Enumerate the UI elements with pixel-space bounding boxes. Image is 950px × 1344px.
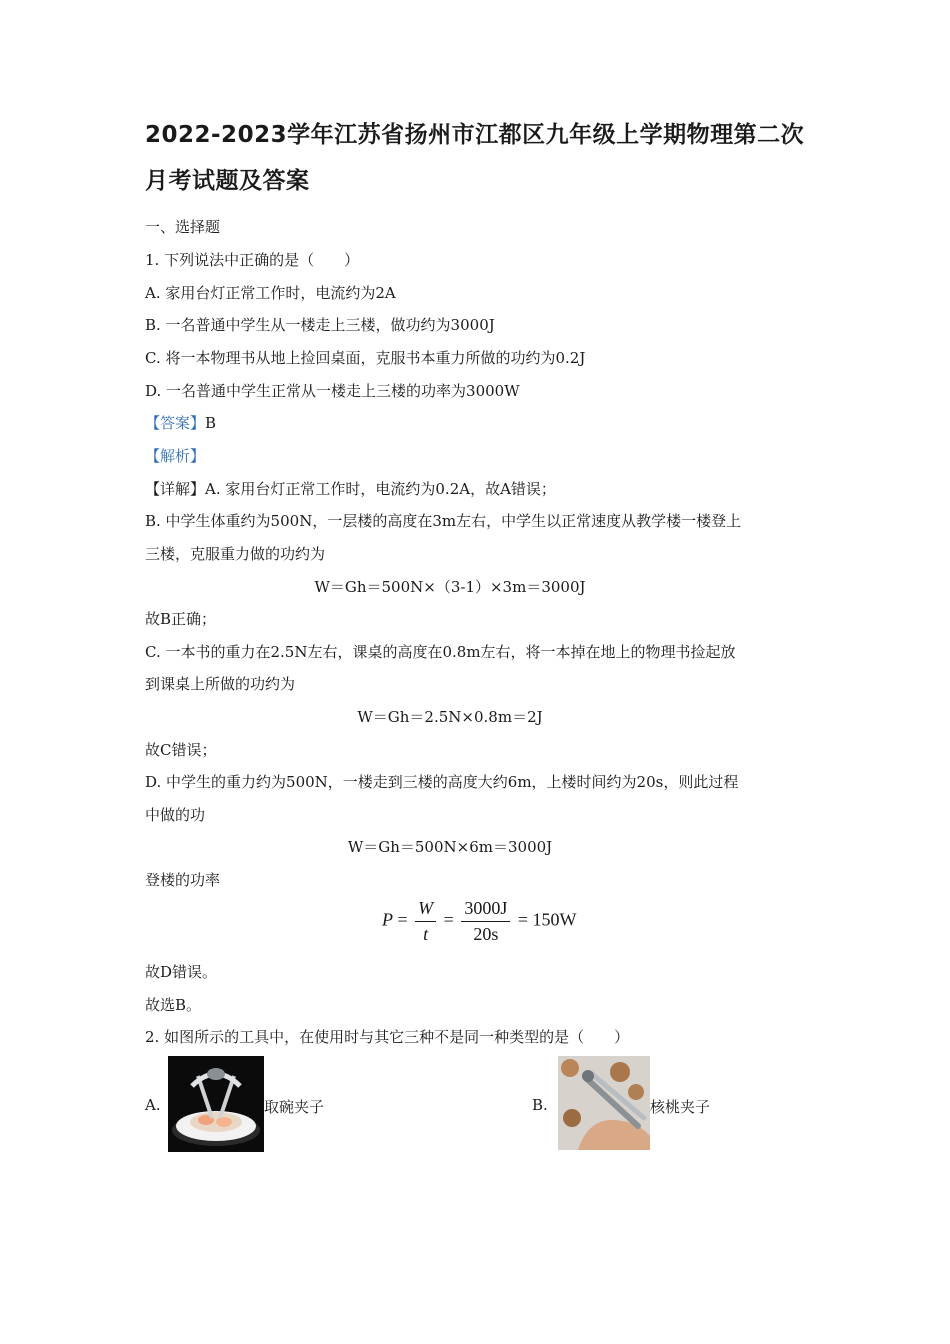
q2-option-b-label: 核桃夹子 bbox=[650, 1098, 711, 1116]
power-eq2: = bbox=[443, 909, 454, 930]
detail-d-line1: D. 中学生的重力约为500N，一楼走到三楼的高度大约6m，上楼时间约为20s，则此过程 bbox=[145, 773, 739, 791]
power-label: 登楼的功率 bbox=[145, 871, 221, 889]
section-heading: 一、选择题 bbox=[145, 218, 221, 236]
q1-option-a: A. 家用台灯正常工作时，电流约为2A bbox=[145, 284, 396, 302]
final-answer: 故选B。 bbox=[145, 996, 202, 1014]
q2-option-a-label: 取碗夹子 bbox=[264, 1098, 325, 1116]
walnut-cracker-image bbox=[558, 1056, 650, 1150]
q2-stem: 2. 如图所示的工具中，在使用时与其它三种不是同一种类型的是（ ） bbox=[145, 1028, 630, 1046]
analysis-tag-text: 【解析】 bbox=[145, 447, 206, 465]
q1-stem: 1. 下列说法中正确的是（ ） bbox=[145, 251, 360, 269]
detail-c-conclusion: 故C错误； bbox=[145, 741, 217, 759]
fraction-work: 3000J bbox=[461, 898, 510, 922]
power-result: 150W bbox=[532, 909, 577, 930]
formula-d: W＝Gh＝500N×6m＝3000J bbox=[347, 838, 553, 856]
q2-option-b-letter: B. bbox=[532, 1096, 548, 1114]
fraction-t: t bbox=[423, 924, 429, 944]
fraction-values bbox=[461, 898, 510, 945]
power-formula bbox=[382, 898, 576, 945]
q1-option-d: D. 一名普通中学生正常从一楼走上三楼的功率为3000W bbox=[145, 382, 520, 400]
page-title: 2022-2023学年江苏省扬州市江都区九年级上学期物理第二次月考试题及答案 bbox=[145, 122, 805, 194]
detail-tag: 【详解】 bbox=[145, 480, 206, 498]
power-lhs: P bbox=[382, 909, 393, 930]
detail-b-line1: B. 中学生体重约为500N，一层楼的高度在3m左右，中学生以正常速度从教学楼一楼登上 bbox=[145, 512, 742, 530]
detail-a-text: A. 家用台灯正常工作时，电流约为0.2A，故A错误； bbox=[205, 480, 556, 498]
answer-line bbox=[145, 412, 216, 433]
analysis-tag bbox=[145, 445, 205, 466]
bowl-clip-image bbox=[168, 1056, 264, 1152]
q1-option-c: C. 将一本物理书从地上捡回桌面，克服书本重力所做的功约为0.2J bbox=[145, 349, 586, 367]
fraction-w: W bbox=[415, 898, 436, 922]
formula-c: W＝Gh＝2.5N×0.8m＝2J bbox=[357, 708, 543, 726]
q2-option-a-letter: A. bbox=[145, 1096, 161, 1114]
detail-d-conclusion: 故D错误。 bbox=[145, 963, 218, 981]
detail-d-line2: 中做的功 bbox=[145, 806, 206, 824]
power-eq3: = bbox=[517, 909, 528, 930]
fraction-w-over-t bbox=[415, 898, 436, 945]
power-eq1: = bbox=[397, 909, 408, 930]
detail-b-conclusion: 故B正确； bbox=[145, 610, 217, 628]
q1-option-b: B. 一名普通中学生从一楼走上三楼，做功约为3000J bbox=[145, 316, 495, 334]
detail-a bbox=[145, 478, 556, 499]
fraction-time: 20s bbox=[473, 924, 499, 944]
formula-b: W＝Gh＝500N×（3-1）×3m＝3000J bbox=[314, 578, 586, 596]
answer-tag: 【答案】 bbox=[145, 414, 206, 432]
detail-b-line2: 三楼，克服重力做的功约为 bbox=[145, 545, 326, 563]
answer-value: B bbox=[205, 414, 217, 432]
detail-c-line1: C. 一本书的重力在2.5N左右，课桌的高度在0.8m左右，将一本掉在地上的物理书捡起放 bbox=[145, 643, 736, 661]
detail-c-line2: 到课桌上所做的功约为 bbox=[145, 675, 296, 693]
